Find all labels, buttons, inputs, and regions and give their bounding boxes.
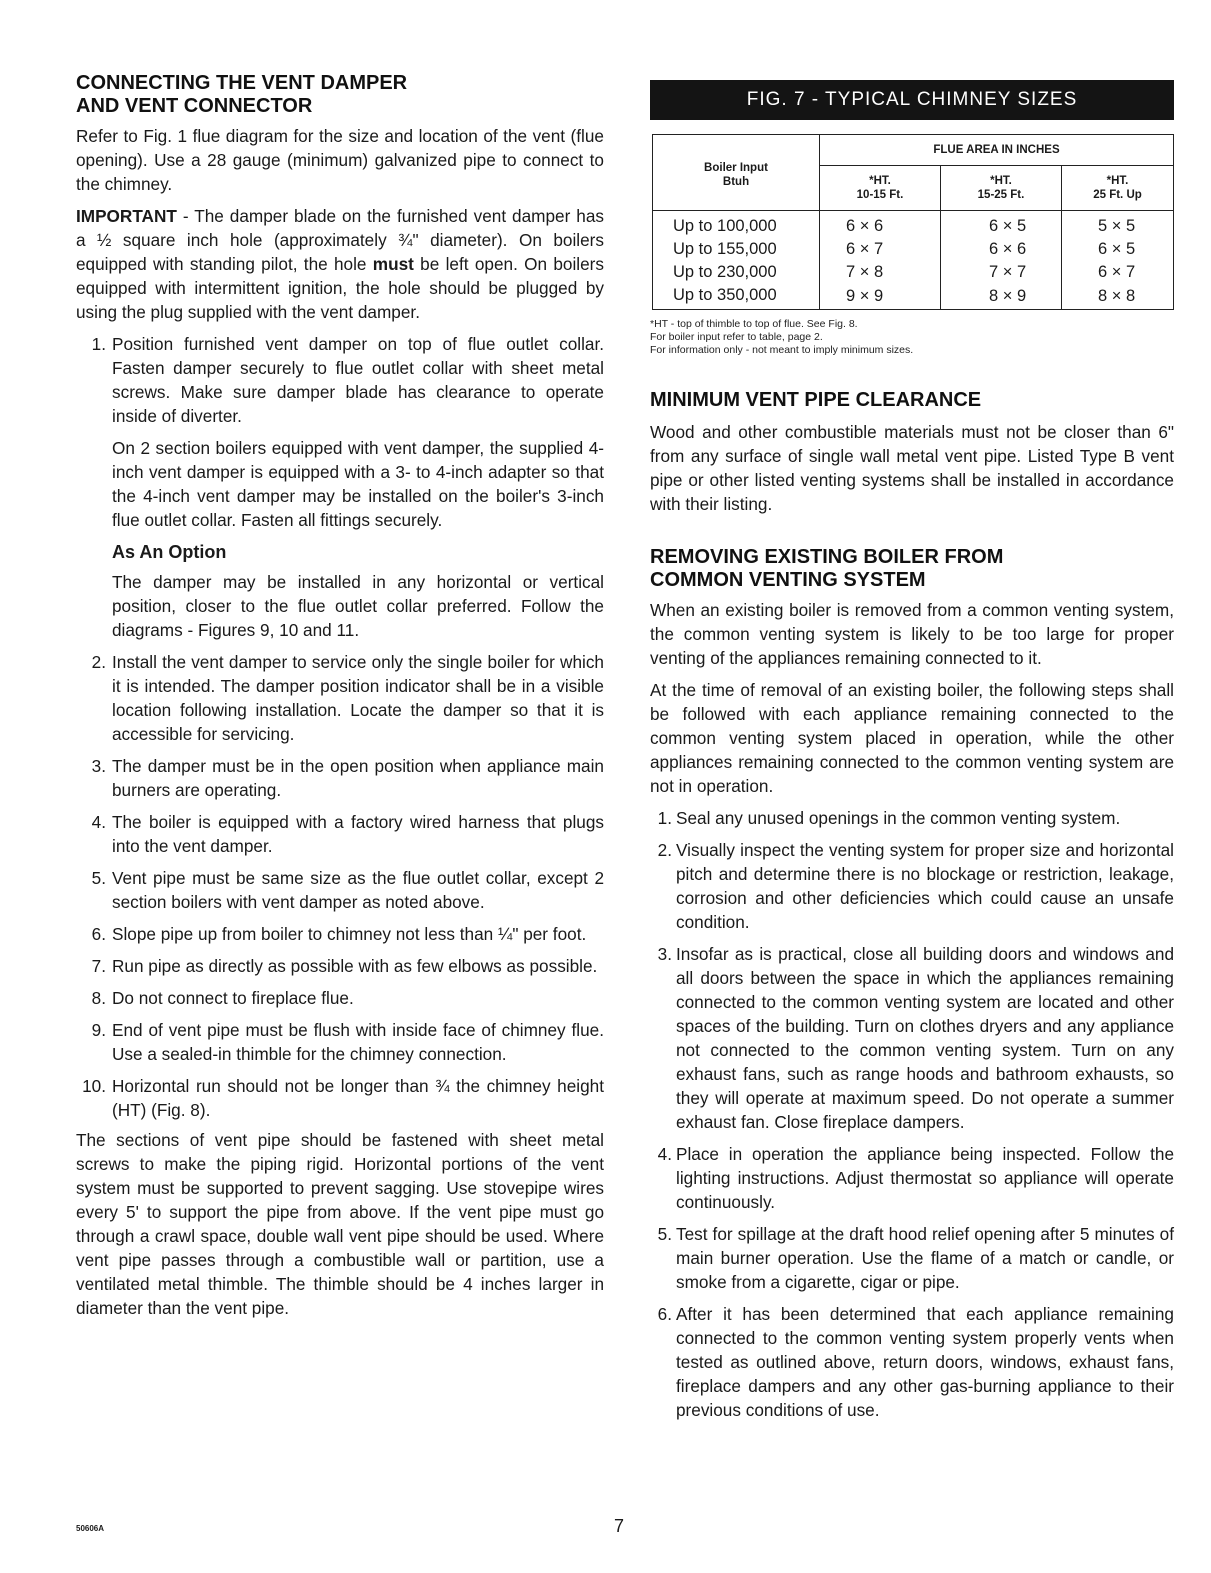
list-item (650, 1142, 1174, 1214)
figure-note: For information only - not meant to imply minimum sizes. (650, 344, 914, 356)
list-item (650, 942, 1174, 1134)
closing-paragraph: The sections of vent pipe should be fastened with sheet metal screws to make the piping rigid. Horizontal portions of the vent system must be supported to prevent sagging. Use stovepipe wires every 5' to support the pipe from above. If the vent pipe must go through a crawl space, double wall vent pipe should be used. Where vent pipe passes through a combustible wall or partition, use a ventilated metal thimble. The thimble should be 4 inches larger in diameter than the vent pipe. (76, 1130, 604, 1318)
removing-paragraph-2: At the time of removal of an existing boiler, the following steps shall be followed with each appliance remaining connected to the common venting system placed in operation, while the other appliances remaining connected to the common venting system are not in operation. (650, 680, 1174, 796)
table-cell: 5 × 5 (1062, 211, 1174, 239)
list-item (76, 986, 604, 1010)
header-text: 15-25 Ft. (977, 189, 1025, 201)
table-cell: 8 × 9 (941, 284, 1062, 310)
right-column (650, 70, 1174, 1430)
list-item (76, 754, 604, 802)
option-paragraph: The damper may be installed in any horizontal or vertical position, closer to the flue outlet collar preferred. Follow the diagrams - Figures 9, 10 and 11. (112, 572, 604, 640)
figure-notes (650, 318, 1174, 357)
list-number: 6. (657, 1304, 672, 1324)
table-cell-input: Up to 230,000 (653, 261, 820, 284)
figure-note: *HT - top of thimble to top of flue. See Fig. 8. (650, 318, 858, 330)
list-text: Install the vent damper to service only the single boiler for which it is intended. The damper position indicator shall be in a visible location following installation. Locate the damper so that it is accessible for servicing. (112, 652, 604, 744)
list-text: Place in operation the appliance being inspected. Follow the lighting instructions. Adjust thermostat so appliance will operate continuously. (676, 1144, 1174, 1212)
table-cell: 6 × 7 (820, 238, 941, 261)
list-number: 1. (91, 334, 106, 354)
important-text-b: be left open. On boilers equipped with intermittent ignition, the hole should be plugged by using the plug supplied with the vent damper. (76, 254, 605, 322)
option-heading: As An Option (112, 542, 227, 562)
table-header-ht-10-15 (820, 166, 941, 211)
table-cell: 6 × 6 (941, 238, 1062, 261)
header-text: Boiler Input (704, 162, 768, 174)
list-item (76, 810, 604, 858)
table-header-boiler-input (653, 135, 820, 211)
list-text: End of vent pipe must be flush with inside face of chimney flue. Use a sealed-in thimble for the chimney connection. (112, 1020, 604, 1064)
table-cell: 6 × 5 (941, 211, 1062, 239)
table-cell-input: Up to 100,000 (653, 211, 820, 239)
list-number: 4. (91, 812, 106, 832)
list-item (650, 1222, 1174, 1294)
chimney-sizes-table (652, 134, 1174, 310)
list-text: Visually inspect the venting system for proper size and horizontal pitch and determine there is no blockage or restriction, leakage, corrosion and other deficiencies which could cause an unsafe condition. (676, 840, 1174, 932)
list-text: Do not connect to fireplace flue. (112, 988, 354, 1008)
table-row (653, 261, 1174, 284)
important-label: IMPORTANT (76, 206, 177, 226)
list-number: 8. (91, 988, 106, 1008)
list-item (76, 954, 604, 978)
list-number: 7. (91, 956, 106, 976)
heading-line-2: COMMON VENTING SYSTEM (650, 569, 926, 591)
page-number: 7 (614, 1516, 625, 1536)
list-number: 9. (91, 1020, 106, 1040)
table-row (653, 284, 1174, 310)
list-number: 5. (91, 868, 106, 888)
header-text: *HT. (869, 175, 891, 187)
list-text: Slope pipe up from boiler to chimney not less than ¼" per foot. (112, 924, 587, 944)
table-cell: 6 × 5 (1062, 238, 1174, 261)
list-item-subparagraph: On 2 section boilers equipped with vent damper, the supplied 4-inch vent damper is equipped with a 3- to 4-inch adapter so that the 4-inch vent damper may be installed on the boiler's 3-inch flue outlet collar. Fasten all fittings securely. (112, 438, 604, 530)
list-number: 5. (657, 1224, 672, 1244)
header-text: Btuh (722, 176, 750, 188)
heading-line-1: REMOVING EXISTING BOILER FROM (650, 546, 1004, 568)
removing-paragraph-1: When an existing boiler is removed from a common venting system, the common venting system is likely to be too large for proper venting of the appliances remaining connected to it. (650, 600, 1174, 668)
list-item (76, 332, 604, 428)
table-cell: 7 × 8 (820, 261, 941, 284)
clearance-paragraph: Wood and other combustible materials must not be closer than 6" from any surface of single wall metal vent pipe. Listed Type B vent pipe or other listed venting systems shall be installed in accordance with their listing. (650, 422, 1174, 514)
list-text: The boiler is equipped with a factory wired harness that plugs into the vent damper. (112, 812, 604, 856)
document-code: 50606A (76, 1524, 105, 1533)
table-cell: 7 × 7 (941, 261, 1062, 284)
list-item (76, 1074, 604, 1122)
list-text: Insofar as is practical, close all building doors and windows and all doors between the space in which the appliances remaining connected to the common venting system are located and other spaces of the building. Turn on clothes dryers and any appliance not connected to the common venting system. Turn on any exhaust fans, such as range hoods and bathroom exhausts, so they will operate at maximum speed. Do not operate a summer exhaust fan. Close fireplace dampers. (676, 944, 1174, 1132)
list-text: Horizontal run should not be longer than ¾ the chimney height (HT) (Fig. 8). (112, 1076, 604, 1120)
heading-line-1: CONNECTING THE VENT DAMPER (76, 72, 408, 94)
list-number: 4. (657, 1144, 672, 1164)
figure-title: FIG. 7 - TYPICAL CHIMNEY SIZES (650, 80, 1174, 120)
table-cell: 9 × 9 (820, 284, 941, 310)
intro-paragraph: Refer to Fig. 1 flue diagram for the size and location of the vent (flue opening). Use a 28 gauge (minimum) galvanized pipe to connect to the chimney. (76, 126, 604, 194)
section-heading-removing-boiler (650, 546, 1174, 592)
figure-note: For boiler input refer to table, page 2. (650, 331, 823, 343)
list-text: The damper must be in the open position when appliance main burners are operating. (112, 756, 604, 800)
header-text: *HT. (1106, 175, 1129, 187)
list-number: 10. (82, 1076, 106, 1096)
list-item (650, 1302, 1174, 1422)
table-cell-input: Up to 350,000 (653, 284, 820, 310)
list-number: 3. (657, 944, 672, 964)
list-text: Run pipe as directly as possible with as few elbows as possible. (112, 956, 598, 976)
list-text: Vent pipe must be same size as the flue outlet collar, except 2 section boilers with vent damper as noted above. (112, 868, 604, 912)
list-item (76, 650, 604, 746)
list-text: Position furnished vent damper on top of flue outlet collar. Fasten damper securely to flue outlet collar with sheet metal screws. Make sure damper blade has clearance to operate inside of diverter. (112, 334, 604, 426)
list-item (76, 922, 604, 946)
list-item (650, 806, 1174, 830)
list-item (76, 866, 604, 914)
section-heading-vent-damper (76, 72, 604, 118)
important-must: must (372, 254, 414, 274)
table-cell-input: Up to 155,000 (653, 238, 820, 261)
table-cell: 8 × 8 (1062, 284, 1174, 310)
list-number: 3. (91, 756, 106, 776)
list-text: After it has been determined that each appliance remaining connected to the common venting system properly vents when tested as outlined above, return doors, windows, exhaust fans, fireplace dampers and any other gas-burning appliance to their previous conditions of use. (676, 1304, 1174, 1420)
list-item (650, 838, 1174, 934)
list-text: Seal any unused openings in the common venting system. (676, 808, 1121, 828)
list-text: Test for spillage at the draft hood relief opening after 5 minutes of main burner operation. Use the flame of a match or candle, or smoke from a cigarette, cigar or pipe. (676, 1224, 1174, 1292)
list-item (76, 1018, 604, 1066)
heading-line-2: AND VENT CONNECTOR (76, 95, 313, 117)
left-column (76, 72, 604, 1328)
header-text: 25 Ft. Up (1093, 189, 1142, 201)
table-cell: 6 × 7 (1062, 261, 1174, 284)
header-text: 10-15 Ft. (856, 189, 904, 201)
list-number: 1. (657, 808, 672, 828)
important-paragraph (76, 204, 604, 324)
table-cell: 6 × 6 (820, 211, 941, 239)
table-row (653, 238, 1174, 261)
list-number: 6. (91, 924, 106, 944)
section-removing-boiler (650, 546, 1174, 1422)
header-text: *HT. (990, 175, 1012, 187)
table-header-ht-15-25 (941, 166, 1062, 211)
list-number: 2. (91, 652, 106, 672)
section-clearance (650, 389, 1174, 516)
table-row (653, 211, 1174, 239)
list-number: 2. (657, 840, 672, 860)
section-heading-clearance: MINIMUM VENT PIPE CLEARANCE (650, 389, 982, 411)
table-header-ht-25-up (1062, 166, 1174, 211)
important-text-a: - The damper blade on the furnished vent damper has a ½ square inch hole (approximately ¾" diameter). On boilers equipped with standing pilot, the hole (76, 206, 604, 274)
table-header-flue-area: FLUE AREA IN INCHES (820, 135, 1174, 166)
